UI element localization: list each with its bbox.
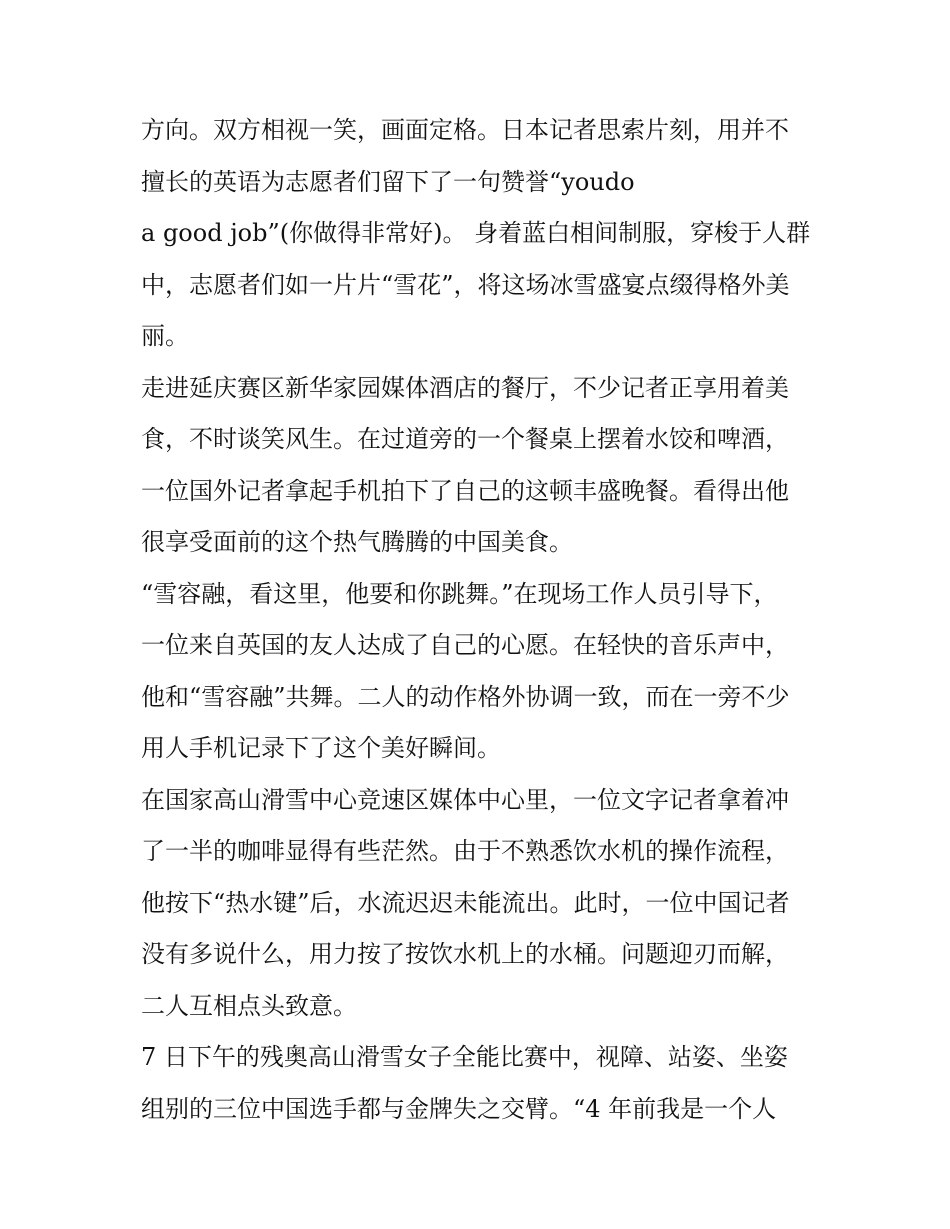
text-line: 二人互相点头致意。 — [141, 991, 357, 1020]
text-line: 很享受面前的这个热气腾腾的中国美食。 — [141, 528, 573, 556]
text-line: 7 日下午的残奥高山滑雪女子全能比赛中，视障、站姿、坐姿 — [141, 1043, 788, 1071]
article-body — [141, 105, 821, 1135]
text-line: 中，志愿者们如一片片“雪花”，将这场冰雪盛宴点缀得格外美 — [141, 270, 790, 299]
text-line: 丽。 — [141, 322, 189, 350]
text-line: 没有多说什么，用力按了按饮水机上的水桶。问题迎刃而解， — [141, 940, 789, 968]
text-line: 擅长的英语为志愿者们留下了一句赞誉“youdo — [141, 167, 635, 196]
text-line: 方向。双方相视一笑，画面定格。日本记者思索片刻，用并不 — [141, 116, 789, 144]
text-line: “雪容融，看这里，他要和你跳舞。”在现场工作人员引导下， — [141, 579, 778, 608]
text-line: 食，不时谈笑风生。在过道旁的一个餐桌上摆着水饺和啤酒， — [141, 425, 789, 453]
text-line: 组别的三位中国选手都与金牌失之交臂。“4 年前我是一个人 — [141, 1094, 777, 1123]
text-line: 在国家高山滑雪中心竞速区媒体中心里，一位文字记者拿着冲 — [141, 785, 789, 814]
text-line: a good job”(你做得非常好)。 身着蓝白相间制服，穿梭于人群 — [141, 219, 811, 247]
text-line: 他按下“热水键”后，水流迟迟未能流出。此时，一位中国记者 — [141, 888, 790, 917]
text-line: 一位来自英国的友人达成了自己的心愿。在轻快的音乐声中， — [141, 631, 789, 659]
text-line: 了一半的咖啡显得有些茫然。由于不熟悉饮水机的操作流程， — [141, 837, 789, 865]
text-line: 走进延庆赛区新华家园媒体酒店的餐厅，不少记者正享用着美 — [141, 373, 789, 402]
text-line: 一位国外记者拿起手机拍下了自己的这顿丰盛晚餐。看得出他 — [141, 476, 789, 505]
text-line: 用人手机记录下了这个美好瞬间。 — [141, 734, 501, 762]
text-line: 他和“雪容融”共舞。二人的动作格外协调一致，而在一旁不少 — [141, 682, 790, 711]
